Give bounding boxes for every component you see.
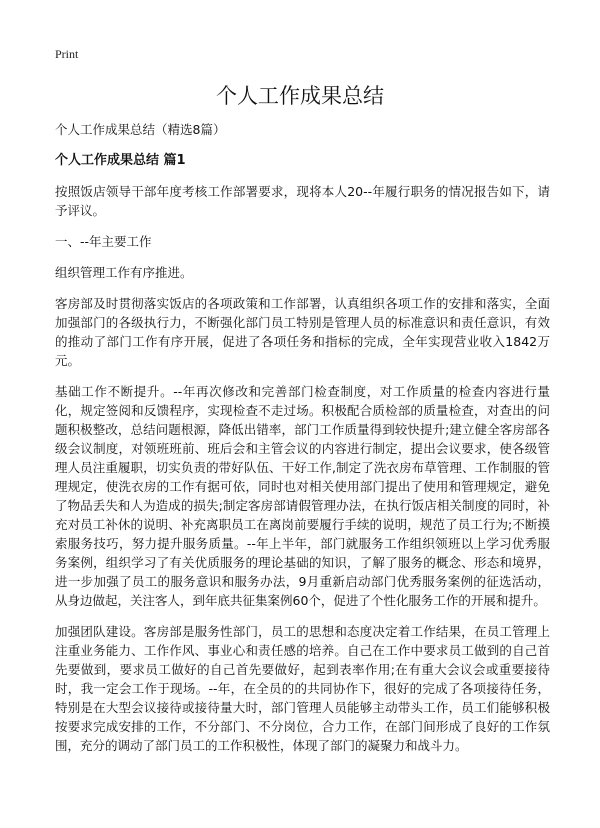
paragraph-organization: 组织管理工作有序推进。 bbox=[55, 265, 193, 280]
paragraph-intro: 按照饭店领导干部年度考核工作部署要求，现将本人20--年履行职务的情况报告如下，请予评议。 bbox=[55, 184, 550, 218]
paragraph-section-title: 一、--年主要工作 bbox=[55, 234, 152, 249]
section-heading: 个人工作成果总结 篇1 bbox=[55, 153, 186, 168]
document-body bbox=[55, 120, 550, 767]
page-title: 个人工作成果总结 bbox=[216, 84, 384, 108]
paragraph-team-building: 加强团队建设。客房部是服务性部门，员工的思想和态度决定着工作结果，在员工管理上注重业务能力、工作作风、事业心和责任感的培养。自己在工作中要求员工做到的自己首先要做到，要求员工做好的自己首先要做好，起到表率作用;在有重大会议会或重要接待时，我一定会工作于现场。--年，在全员的的共同协作下，很好的完成了各项接待任务，特别是在大型会议接待或接待量大时，部门管理人员能够主动带头工作，员工们能够积极按要求完成安排的工作，不分部门、不分岗位，合力工作，在部门间形成了良好的工作氛围，充分的调动了部门员工的工作积极性，体现了部门的凝聚力和战斗力。 bbox=[55, 624, 550, 753]
document-subtitle: 个人工作成果总结（精选8篇） bbox=[55, 122, 226, 137]
paragraph-housekeeping: 客房部及时贯彻落实饭店的各项政策和工作部署，认真组织各项工作的安排和落实，全面加强部门的各级执行力，不断强化部门员工特别是管理人员的标准意识和责任意识，有效的推动了部门工作有序开展，促进了各项任务和指标的完成，全年实现营业收入1842万元。 bbox=[55, 296, 550, 368]
paragraph-basic-work: 基础工作不断提升。--年再次修改和完善部门检查制度，对工作质量的检查内容进行量化，规定签阅和反馈程序，实现检查不走过场。积极配合质检部的质量检查，对查出的问题积极整改，总结问题根源，降低出错率，部门工作质量得到较快提升;建立健全客房部各级会议制度，对领班班前、班后会和主管会议的内容进行制定，提出会议要求，使各级管理人员注重履职，切实负责的带好队伍、干好工作,制定了洗衣房布草管理、工作制服的管理规定，使洗衣房的工作有据可依，同时也对相关使用部门提出了使用和管理规定，避免了物品丢失和人为造成的损失;制定客房部请假管理办法，在执行饭店相关制度的同时，补充对员工补休的说明、补充离职员工在离岗前要履行手续的说明，规范了员工行为;不断摸索服务技巧，努力提升服务质量。--年上半年，部门就服务工作组织领班以上学习优秀服务案例，组织学习了有关优质服务的理论基础的知识，了解了服务的概念、形态和境界，进一步加强了员工的服务意识和服务办法，9月重新启动部门优秀服务案例的征选活动，从身边做起，关注客人，到年底共征集案例60个，促进了个性化服务工作的开展和提升。 bbox=[55, 384, 550, 608]
print-link[interactable]: Print bbox=[55, 47, 79, 61]
